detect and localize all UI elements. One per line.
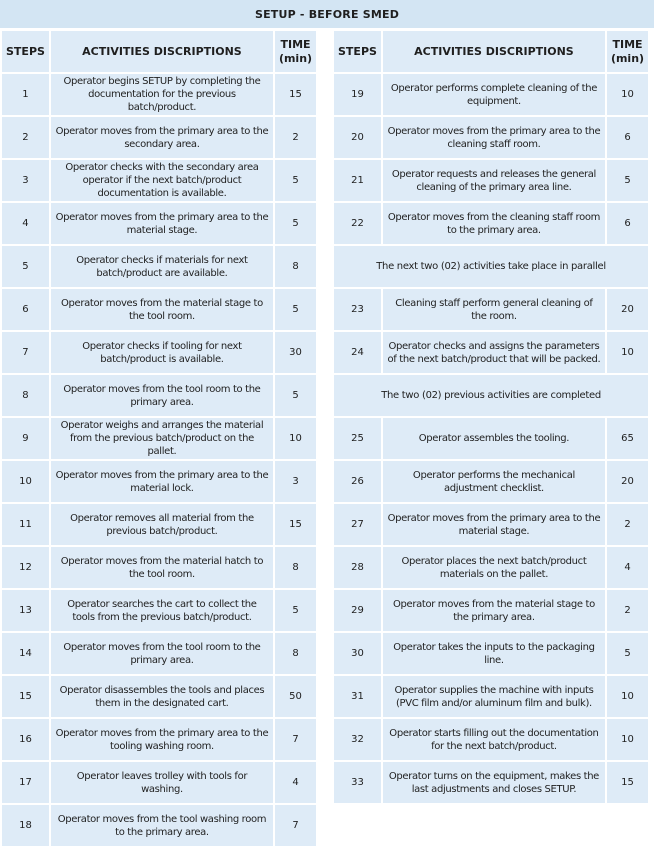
step-description: Operator moves from the primary area to the secondary area. xyxy=(51,117,273,158)
header-time: TIME (min) xyxy=(607,31,648,72)
step-number: 3 xyxy=(2,160,49,201)
step-description: Operator moves from the primary area to the material stage. xyxy=(51,203,273,244)
step-time: 8 xyxy=(275,246,316,287)
step-row xyxy=(2,375,316,416)
step-number: 27 xyxy=(334,504,381,545)
step-description: Operator leaves trolley with tools for washing. xyxy=(51,762,273,803)
step-row xyxy=(334,418,648,459)
step-description: Operator checks if tooling for next batch/product is available. xyxy=(51,332,273,373)
step-description: Operator turns on the equipment, makes the last adjustments and closes SETUP. xyxy=(383,762,605,803)
step-row xyxy=(2,203,316,244)
step-row xyxy=(2,332,316,373)
step-row xyxy=(2,418,316,459)
step-time: 10 xyxy=(607,676,648,717)
step-description: Operator checks with the secondary area operator if the next batch/product documentation is available. xyxy=(51,160,273,201)
step-number: 23 xyxy=(334,289,381,330)
step-time: 10 xyxy=(607,74,648,115)
right-header-row xyxy=(334,31,648,72)
step-number: 2 xyxy=(2,117,49,158)
right-steps-table xyxy=(332,29,650,805)
step-description: Operator starts filling out the documentation for the next batch/product. xyxy=(383,719,605,760)
parallel-note: The two (02) previous activities are completed xyxy=(334,375,648,416)
step-time: 7 xyxy=(275,719,316,760)
step-description: Operator moves from the primary area to the material stage. xyxy=(383,504,605,545)
step-row xyxy=(2,504,316,545)
step-description: Operator supplies the machine with inputs (PVC film and/or aluminum film and bulk). xyxy=(383,676,605,717)
step-row xyxy=(2,160,316,201)
step-number: 11 xyxy=(2,504,49,545)
step-number: 4 xyxy=(2,203,49,244)
step-description: Operator moves from the material stage to the primary area. xyxy=(383,590,605,631)
step-number: 20 xyxy=(334,117,381,158)
step-time: 10 xyxy=(275,418,316,459)
step-number: 21 xyxy=(334,160,381,201)
step-number: 9 xyxy=(2,418,49,459)
step-number: 19 xyxy=(334,74,381,115)
parallel-note-row xyxy=(334,246,648,287)
step-description: Operator weighs and arranges the material from the previous batch/product on the pallet. xyxy=(51,418,273,459)
step-row xyxy=(2,547,316,588)
step-number: 15 xyxy=(2,676,49,717)
step-description: Operator moves from the primary area to the tooling washing room. xyxy=(51,719,273,760)
step-time: 6 xyxy=(607,203,648,244)
step-description: Operator searches the cart to collect the tools from the previous batch/product. xyxy=(51,590,273,631)
step-description: Operator checks if materials for next batch/product are available. xyxy=(51,246,273,287)
step-number: 14 xyxy=(2,633,49,674)
step-row xyxy=(334,633,648,674)
step-time: 5 xyxy=(275,375,316,416)
step-description: Operator places the next batch/product materials on the pallet. xyxy=(383,547,605,588)
step-description: Operator moves from the cleaning staff room to the primary area. xyxy=(383,203,605,244)
step-row xyxy=(2,117,316,158)
step-number: 8 xyxy=(2,375,49,416)
step-number: 13 xyxy=(2,590,49,631)
step-row xyxy=(334,676,648,717)
step-number: 28 xyxy=(334,547,381,588)
step-time: 5 xyxy=(275,203,316,244)
step-time: 3 xyxy=(275,461,316,502)
step-number: 17 xyxy=(2,762,49,803)
step-number: 10 xyxy=(2,461,49,502)
step-time: 4 xyxy=(607,547,648,588)
step-number: 1 xyxy=(2,74,49,115)
step-time: 5 xyxy=(607,633,648,674)
step-row xyxy=(334,762,648,803)
step-row xyxy=(2,633,316,674)
step-row xyxy=(2,246,316,287)
step-number: 18 xyxy=(2,805,49,846)
step-time: 15 xyxy=(607,762,648,803)
parallel-note: The next two (02) activities take place in parallel xyxy=(334,246,648,287)
step-time: 6 xyxy=(607,117,648,158)
step-description: Operator requests and releases the general cleaning of the primary area line. xyxy=(383,160,605,201)
header-activities: ACTIVITIES DISCRIPTIONS xyxy=(383,31,605,72)
step-time: 20 xyxy=(607,289,648,330)
step-row xyxy=(2,590,316,631)
step-description: Operator checks and assigns the parameters of the next batch/product that will be packed. xyxy=(383,332,605,373)
step-description: Operator moves from the primary area to the material lock. xyxy=(51,461,273,502)
step-time: 30 xyxy=(275,332,316,373)
step-time: 8 xyxy=(275,633,316,674)
step-time: 2 xyxy=(607,504,648,545)
step-time: 50 xyxy=(275,676,316,717)
step-row xyxy=(334,74,648,115)
step-description: Operator moves from the material hatch to the tool room. xyxy=(51,547,273,588)
step-time: 7 xyxy=(275,805,316,846)
step-description: Operator removes all material from the previous batch/product. xyxy=(51,504,273,545)
step-time: 20 xyxy=(607,461,648,502)
parallel-note-row xyxy=(334,375,648,416)
step-number: 6 xyxy=(2,289,49,330)
step-row xyxy=(2,676,316,717)
step-time: 5 xyxy=(275,590,316,631)
step-number: 32 xyxy=(334,719,381,760)
step-number: 5 xyxy=(2,246,49,287)
step-number: 29 xyxy=(334,590,381,631)
step-row xyxy=(2,74,316,115)
step-row xyxy=(334,590,648,631)
step-time: 5 xyxy=(275,289,316,330)
step-description: Operator disassembles the tools and places them in the designated cart. xyxy=(51,676,273,717)
step-description: Operator moves from the material stage to the tool room. xyxy=(51,289,273,330)
header-activities: ACTIVITIES DISCRIPTIONS xyxy=(51,31,273,72)
step-row xyxy=(334,461,648,502)
step-time: 8 xyxy=(275,547,316,588)
step-row xyxy=(2,289,316,330)
step-time: 5 xyxy=(275,160,316,201)
step-time: 10 xyxy=(607,332,648,373)
step-time: 65 xyxy=(607,418,648,459)
step-time: 15 xyxy=(275,74,316,115)
header-time: TIME (min) xyxy=(275,31,316,72)
step-description: Operator begins SETUP by completing the documentation for the previous batch/product. xyxy=(51,74,273,115)
header-steps: STEPS xyxy=(334,31,381,72)
step-number: 22 xyxy=(334,203,381,244)
step-row xyxy=(334,547,648,588)
step-row xyxy=(334,332,648,373)
step-number: 30 xyxy=(334,633,381,674)
header-steps: STEPS xyxy=(2,31,49,72)
step-time: 15 xyxy=(275,504,316,545)
step-row xyxy=(334,719,648,760)
step-number: 26 xyxy=(334,461,381,502)
step-number: 7 xyxy=(2,332,49,373)
step-number: 31 xyxy=(334,676,381,717)
step-row xyxy=(334,117,648,158)
step-description: Operator moves from the tool room to the primary area. xyxy=(51,375,273,416)
step-row xyxy=(2,719,316,760)
step-number: 24 xyxy=(334,332,381,373)
step-time: 4 xyxy=(275,762,316,803)
step-row xyxy=(334,504,648,545)
step-number: 25 xyxy=(334,418,381,459)
left-steps-table xyxy=(0,29,318,848)
step-description: Operator moves from the primary area to the cleaning staff room. xyxy=(383,117,605,158)
step-description: Operator moves from the tool washing room to the primary area. xyxy=(51,805,273,846)
step-time: 2 xyxy=(607,590,648,631)
step-row xyxy=(334,160,648,201)
step-description: Operator assembles the tooling. xyxy=(383,418,605,459)
step-number: 16 xyxy=(2,719,49,760)
step-description: Operator performs complete cleaning of the equipment. xyxy=(383,74,605,115)
step-time: 10 xyxy=(607,719,648,760)
step-time: 2 xyxy=(275,117,316,158)
step-description: Cleaning staff perform general cleaning of the room. xyxy=(383,289,605,330)
step-description: Operator performs the mechanical adjustment checklist. xyxy=(383,461,605,502)
step-number: 33 xyxy=(334,762,381,803)
step-description: Operator takes the inputs to the packaging line. xyxy=(383,633,605,674)
step-description: Operator moves from the tool room to the primary area. xyxy=(51,633,273,674)
step-row xyxy=(334,289,648,330)
step-number: 12 xyxy=(2,547,49,588)
left-header-row xyxy=(2,31,316,72)
step-row xyxy=(334,203,648,244)
table-title: SETUP - BEFORE SMED xyxy=(0,0,654,30)
step-row xyxy=(2,805,316,846)
step-row xyxy=(2,762,316,803)
step-row xyxy=(2,461,316,502)
step-time: 5 xyxy=(607,160,648,201)
